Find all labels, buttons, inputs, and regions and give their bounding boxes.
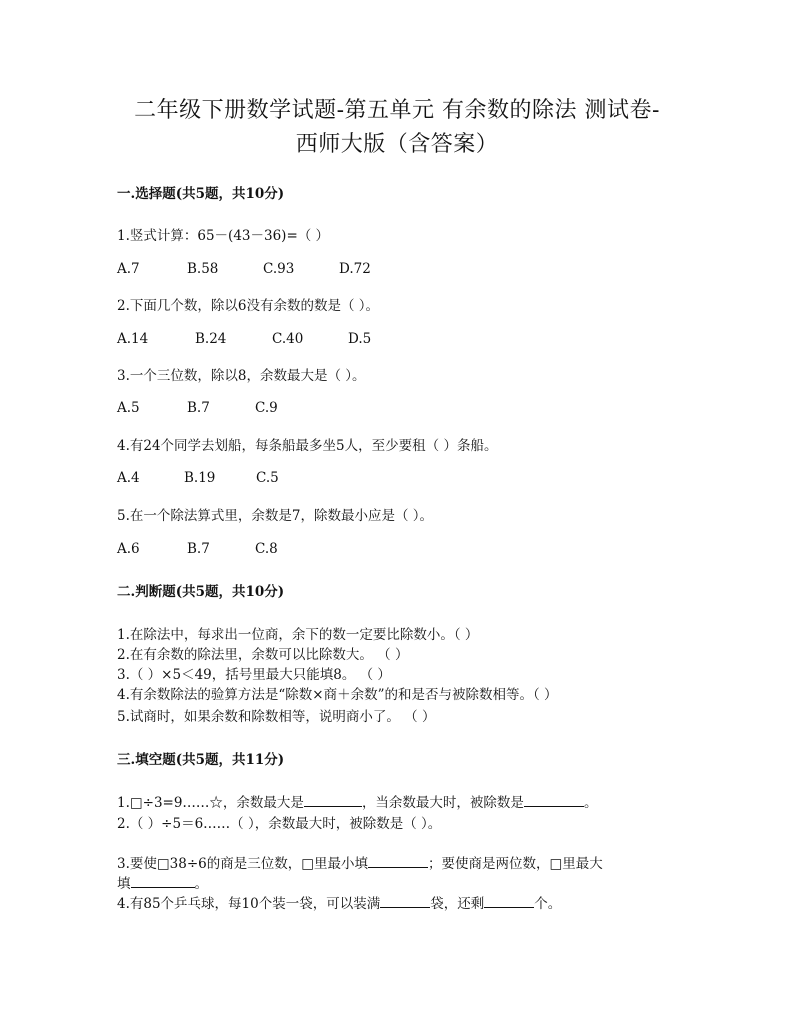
option: B.7: [187, 541, 210, 557]
section-heading-fill: 三.填空题(共5题，共11分): [117, 752, 285, 768]
judge-question-5: 5.试商时，如果余数和除数相等，说明商小了。 （ ）: [117, 709, 436, 725]
option: C.9: [255, 400, 278, 416]
choice-question-2: 2.下面几个数，除以6没有余数的数是（ ）。: [117, 298, 380, 314]
fill-text: 1.□÷3=9……☆，余数最大是: [117, 795, 304, 811]
option: B.7: [187, 400, 210, 416]
option: A.6: [117, 541, 140, 557]
option: C.93: [263, 261, 295, 277]
page-title: [60, 94, 734, 162]
title-line-2: 西师大版（含答案）: [295, 132, 499, 157]
choice-options-1: [117, 261, 371, 277]
choice-question-1: 1.竖式计算：65－(43－36)=（ ）: [117, 228, 330, 244]
answer-blank[interactable]: [484, 895, 534, 908]
choice-options-5: [117, 541, 278, 557]
option: D.5: [348, 331, 372, 347]
section-heading-choice: 一.选择题(共5题，共10分): [117, 186, 285, 202]
fill-question-4: [117, 892, 561, 912]
option: A.7: [117, 261, 140, 277]
answer-blank[interactable]: [304, 794, 362, 807]
judge-question-3: 3.（ ）×5＜49，括号里最大只能填8。 （ ）: [117, 667, 391, 683]
section-heading-judge: 二.判断题(共5题，共10分): [117, 584, 285, 600]
option: B.58: [187, 261, 219, 277]
answer-blank[interactable]: [380, 895, 430, 908]
choice-options-3: [117, 400, 278, 416]
fill-question-3-cont: [117, 872, 208, 892]
title-line-1: 二年级下册数学试题-第五单元 有余数的除法 测试卷-: [134, 98, 660, 123]
fill-text: 个。: [534, 896, 562, 912]
choice-question-4: 4.有24个同学去划船，每条船最多坐5人，至少要租（ ）条船。: [117, 438, 498, 454]
answer-blank[interactable]: [524, 794, 584, 807]
fill-text: 袋，还剩: [430, 896, 485, 912]
choice-question-5: 5.在一个除法算式里，余数是7，除数最小应是（ ）。: [117, 508, 434, 524]
fill-question-3: [117, 852, 603, 872]
option: C.40: [272, 331, 304, 347]
choice-options-2: [117, 331, 371, 347]
fill-question-1: [117, 791, 597, 811]
option: B.19: [184, 470, 216, 486]
judge-question-2: 2.在有余数的除法里，余数可以比除数大。 （ ）: [117, 647, 409, 663]
fill-text: ，当余数最大时，被除数是: [361, 795, 524, 811]
choice-question-3: 3.一个三位数，除以8，余数最大是（ ）。: [117, 368, 366, 384]
option: C.8: [255, 541, 278, 557]
fill-text: 4.有85个乒乓球，每10个装一袋，可以装满: [117, 896, 381, 912]
answer-blank[interactable]: [368, 855, 428, 868]
fill-text: 3.要使□38÷6的商是三位数，□里最小填: [117, 856, 368, 872]
option: B.24: [195, 331, 227, 347]
fill-text: 填: [117, 876, 131, 892]
judge-question-4: 4.有余数除法的验算方法是“除数×商＋余数”的和是否与被除数相等。（ ）: [117, 687, 558, 703]
answer-blank[interactable]: [131, 875, 195, 888]
fill-question-2: 2.（ ）÷5＝6……（ ），余数最大时，被除数是（ ）。: [117, 816, 442, 832]
choice-options-4: [117, 470, 279, 486]
option: D.72: [339, 261, 371, 277]
judge-question-1: 1.在除法中，每求出一位商，余下的数一定要比除数小。（ ）: [117, 627, 479, 643]
option: C.5: [256, 470, 279, 486]
fill-text: ；要使商是两位数，□里最大: [427, 856, 603, 872]
option: A.5: [117, 400, 140, 416]
option: A.4: [117, 470, 140, 486]
option: A.14: [117, 331, 149, 347]
fill-text: 。: [194, 876, 208, 892]
fill-text: 。: [583, 795, 598, 811]
